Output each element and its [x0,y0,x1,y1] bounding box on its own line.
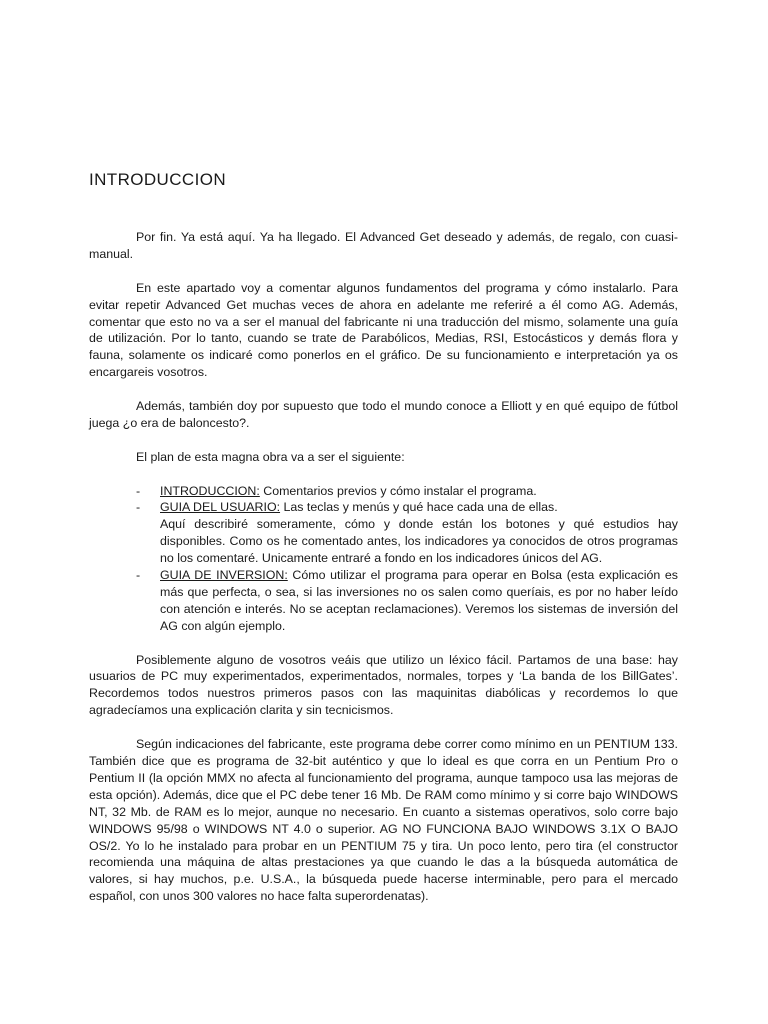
list-item [89,567,678,635]
list-item-detail: Aquí describiré someramente, cómo y donde están los botones y qué estudios hay disponibles. Como os he comentado antes, los indicadores ya conocidos de otros programas no los comentaré. Unicamente entraré a fondo en los indicadores únicos del AG. [160,517,678,566]
list-item-text: Comentarios previos y cómo instalar el programa. [259,483,537,498]
list-item-text: Cómo utilizar el programa para operar en Bolsa (esta explicación es más que perfecta, o sea, si las inversiones no os salen como queríais, es por no haber leído con atención e interés. No se aceptan reclamaciones). Veremos los sistemas de inversión del AG con algún ejemplo. [160,568,678,633]
list-item-heading: GUIA DEL USUARIO: [160,500,281,515]
document-body [89,229,678,922]
list-dash: - [136,568,141,583]
paragraph-lexico: Posiblemente alguno de vosotros veáis que utilizo un léxico fácil. Partamos de una base: hay usuarios de PC muy experimentados, experimentados, normales, torpes y ‘La banda de los BillGates’. Recordemos todos nuestros primeros pasos con las maquinitas diabólicas y recordemos lo que agradecíamos una explicación clarita y sin tecnicismos. [89,652,678,718]
section-title: INTRODUCCION [89,170,227,189]
list-item [89,499,678,567]
list-item-heading: GUIA DE INVERSION: [160,568,288,583]
list-item-heading: INTRODUCCION: [160,483,260,498]
list-dash: - [136,500,141,515]
list-dash: - [136,483,141,498]
paragraph-requisitos: Según indicaciones del fabricante, este programa debe correr como mínimo en un PENTIUM 133. También dice que es programa de 32-bit auténtico y que lo ideal es que corra en un Pentium Pro o Pentium II (la opción MMX no afecta al funcionamiento del programa, aunque tampoco usa las mejoras de esta opción). Además, dice que el PC debe tener 16 Mb. De RAM como mínimo y si corre bajo WINDOWS NT, 32 Mb. de RAM es lo mejor, aunque no necesario. En cuanto a sistemas operativos, solo corre bajo WINDOWS 95/98 o WINDOWS NT 4.0 o superior. AG NO FUNCIONA BAJO WINDOWS 3.1X O BAJO OS/2. Yo lo he instalado para probar en un PENTIUM 75 y tira. Un poco lento, pero tira (el constructor recomienda una máquina de altas prestaciones ya que cuando le das a la búsqueda automática de valores, si hay muchos, p.e. U.S.A., la búsqueda puede hacerse interminable, pero para el mercado español, con unos 300 valores no hace falta superordenatas). [89,737,678,904]
list-item-text: Las teclas y menús y qué hace cada una de ellas. [280,500,558,515]
paragraph-apartado: En este apartado voy a comentar algunos fundamentos del programa y cómo instalarlo. Para evitar repetir Advanced Get muchas veces de ahora en adelante me referiré a él como AG. Además, comentar que esto no va a ser el manual del fabricante ni una traducción del mismo, solamente una guía de utilización. Por lo tanto, cuando se trate de Parabólicos, Medias, RSI, Estocásticos y demás flora y fauna, solamente os indicaré como ponerlos en el gráfico. De su funcionamiento e interpretación ya os encargareis vosotros. [89,280,678,380]
paragraph-plan-intro: El plan de esta magna obra va a ser el siguiente: [136,449,405,464]
plan-list [89,483,678,635]
paragraph-elliott: Además, también doy por supuesto que todo el mundo conoce a Elliott y en qué equipo de fútbol juega ¿o era de baloncesto?. [89,399,678,430]
paragraph-intro: Por fin. Ya está aquí. Ya ha llegado. El Advanced Get deseado y además, de regalo, con cuasi-manual. [89,230,678,261]
list-item [89,483,678,500]
